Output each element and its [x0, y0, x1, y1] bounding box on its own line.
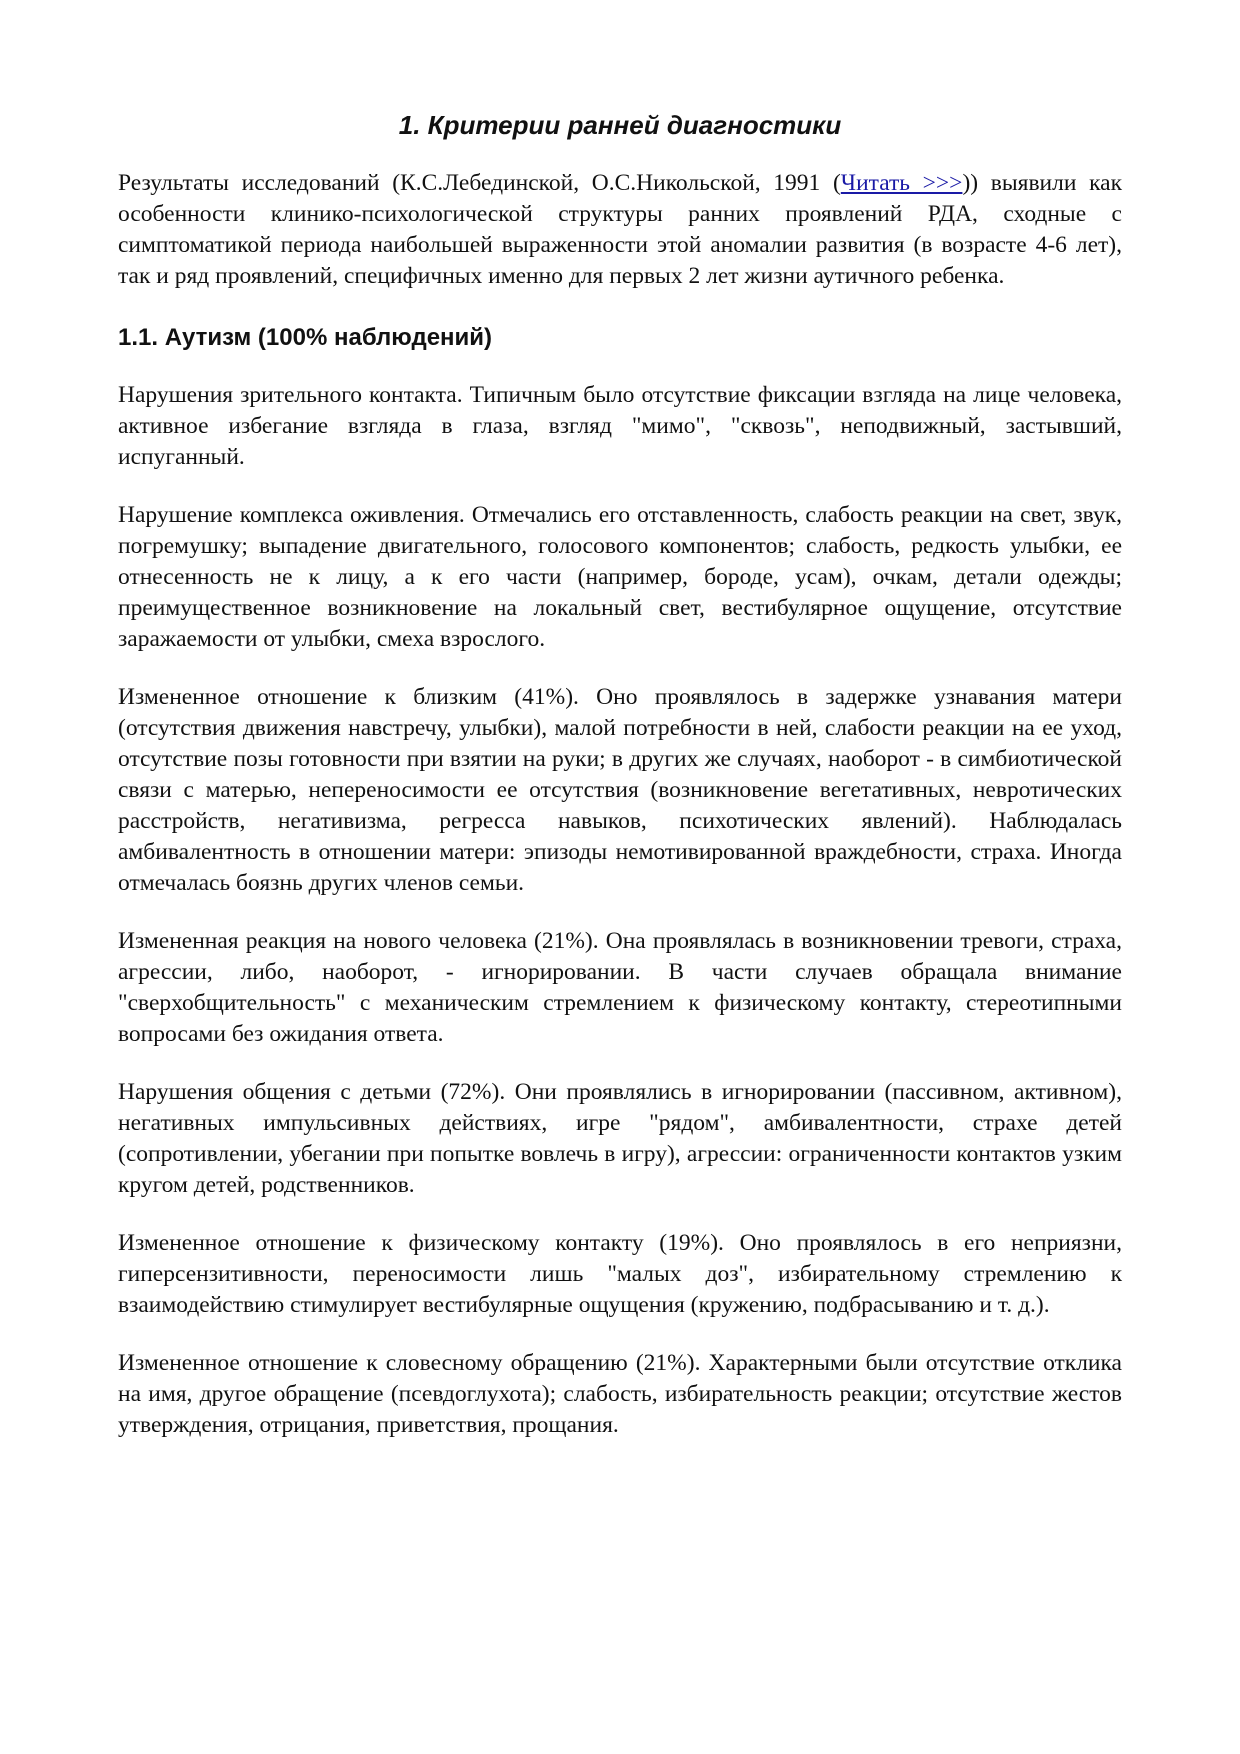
- document-page: [118, 108, 1122, 1468]
- paragraph-physical-contact: Измененное отношение к физическому контакту (19%). Оно проявлялось в его неприязни, гиперсензитивности, переносимости лишь "малых доз", избирательному стремлению к взаимодействию стимулирует вестибулярные ощущения (кружению, подбрасыванию и т. д.).: [118, 1230, 1122, 1318]
- read-more-link[interactable]: Читать >>>: [840, 170, 963, 196]
- intro-text-end: )) выявили как особенности клинико-психологической структуры ранних проявлений РДА, сходные с симптоматикой периода наибольшей выраженности этой аномалии развития (в возрасте 4-6 лет), так и ряд проявлений, специфичных именно для первых 2 лет жизни аутичного ребенка.: [118, 170, 1122, 289]
- paragraph-revival-complex: Нарушение комплекса оживления. Отмечались его отставленность, слабость реакции на свет, звук, погремушку; выпадение двигательного, голосового компонентов; слабость, редкость улыбки, ее отнесенность не к лицу, а к его части (например, бороде, усам), очкам, детали одежды; преимущественное возникновение на локальный свет, вестибулярное ощущение, отсутствие заражаемости от улыбки, смеха взрослого.: [118, 502, 1122, 652]
- section-heading: 1.1. Аутизм (100% наблюдений): [118, 324, 493, 351]
- paragraph-children: Нарушения общения с детьми (72%). Они проявлялись в игнорировании (пассивном, активном), негативных импульсивных действиях, игре "рядом", амбивалентности, страхе детей (сопротивлении, убегании при попытке вовлечь в игру), агрессии: ограниченности контактов узким кругом детей, родственников.: [118, 1079, 1122, 1198]
- paragraph-eye-contact: Нарушения зрительного контакта. Типичным было отсутствие фиксации взгляда на лице человека, активное избегание взгляда в глаза, взгляд "мимо", "сквозь", неподвижный, застывший, испуганный.: [118, 382, 1122, 470]
- page-title: 1. Критерии ранней диагностики: [398, 110, 842, 140]
- intro-paragraph: [118, 168, 1122, 292]
- paragraph-relatives: Измененное отношение к близким (41%). Оно проявлялось в задержке узнавания матери (отсутствия движения навстречу, улыбки), малой потребности в ней, слабости реакции на ее уход, отсутствие позы готовности при взятии на руки; в других же случаях, наоборот - в симбиотической связи с матерью, непереносимости ее отсутствия (возникновение вегетативных, невротических расстройств, негативизма, регресса навыков, психотических явлений). Наблюдалась амбивалентность в отношении матери: эпизоды немотивированной враждебности, страха. Иногда отмечалась боязнь других членов семьи.: [118, 684, 1122, 896]
- intro-text-start: Результаты исследований (К.С.Лебединской, О.С.Никольской, 1991 (: [118, 170, 841, 196]
- paragraph-new-person: Измененная реакция на нового человека (21%). Она проявлялась в возникновении тревоги, страха, агрессии, либо, наоборот, - игнорировании. В части случаев обращала внимание "сверхобщительность" с механическим стремлением к физическому контакту, стереотипными вопросами без ожидания ответа.: [118, 928, 1122, 1047]
- paragraph-verbal-address: Измененное отношение к словесному обращению (21%). Характерными были отсутствие отклика на имя, другое обращение (псевдоглухота); слабость, избирательность реакции; отсутствие жестов утверждения, отрицания, приветствия, прощания.: [118, 1350, 1122, 1438]
